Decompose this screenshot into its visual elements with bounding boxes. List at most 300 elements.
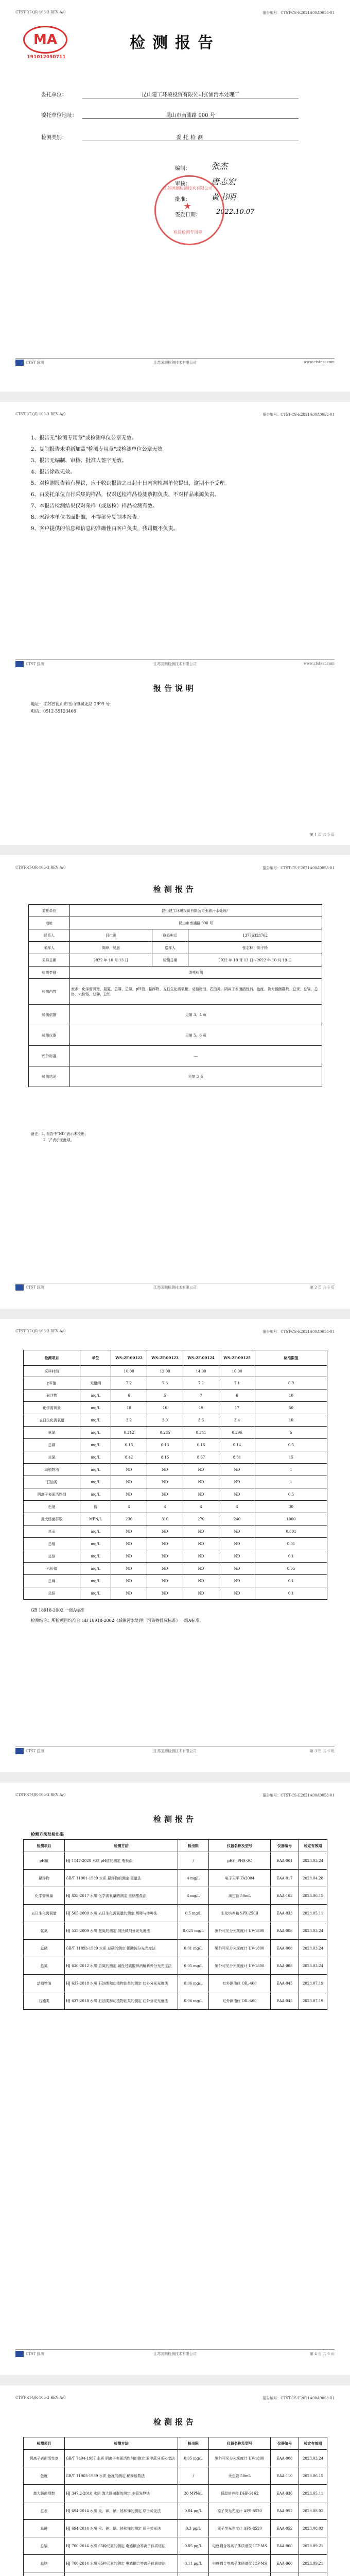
table-row: 委托单位 昆山建工环境投资有限公司张浦污水处理厂 [29, 905, 322, 917]
page-notes [0, 402, 350, 845]
table-cell: ND [147, 1526, 183, 1538]
page-methods-2 [0, 2385, 350, 2576]
info-remarks: 备注：1. 报告中"ND"表示未检出； 2. "/"表示无此项。 [31, 1132, 89, 1142]
table-cell: EAA-017 [271, 1870, 299, 1887]
table-cell: ND [219, 1550, 255, 1563]
table-cell: 6 [219, 1389, 255, 1402]
note-item: 3、报告无编制、审核、批准人签字无效。 [31, 458, 127, 464]
table-cell: 总磷 [24, 1940, 65, 1957]
table-row [24, 1870, 327, 1887]
table-row [24, 2537, 327, 2555]
methods-title: 检测报告 [153, 1815, 197, 1824]
table-cell: mg/L [80, 1575, 111, 1587]
table-cell: 10 [255, 1389, 327, 1402]
table-cell: 8.15 [147, 1451, 183, 1464]
table-cell: ND [183, 1464, 219, 1476]
results-table [23, 1350, 327, 1600]
table-cell: ND [183, 1575, 219, 1587]
table-cell: 总汞 [24, 1526, 80, 1538]
table-cell: 红外测油仪 OIL-460 [209, 1992, 271, 2010]
table-cell: GB/T 11901-1989 水质 悬浮物的测定 重量法 [65, 1870, 178, 1887]
table-cell: ND [111, 1476, 147, 1488]
table-cell: ND [219, 1563, 255, 1575]
table-cell: 7.2 [111, 1377, 147, 1389]
table-cell: ND [219, 1575, 255, 1587]
table-cell: 紫外可见分光光度计 UV-1800 [209, 2450, 271, 2467]
table-cell: 总汞 [24, 2502, 65, 2520]
table-row [24, 1476, 327, 1488]
table-cell: 总氮 [24, 1957, 65, 1975]
page-header: CTST-RT-QR-103-3 REV A/0 报告编号：CTST-CS-E2021A00A0058-01 [15, 1329, 335, 1334]
table-cell: ND [147, 1476, 183, 1488]
table-cell: 0.5 [255, 1488, 327, 1501]
table-cell: EAA-060 [271, 2537, 299, 2555]
table-cell: 6 [111, 1389, 147, 1402]
page-results [0, 1319, 350, 1772]
table-cell: 总镉 [24, 2537, 65, 2555]
table-cell: mg/L [80, 1550, 111, 1563]
table-cell: EAA-008 [271, 2450, 299, 2467]
table-cell: EAA-008 [271, 1957, 299, 1975]
table-cell: 粪大肠菌群数 [24, 2485, 65, 2502]
table-row [24, 1402, 327, 1414]
page-footer: CTST 国测 江苏国测检测技术有限公司 第 2 页 共 6 页 [15, 1283, 335, 1294]
table-cell: GB/T 7494-1987 水质 阴离子表面活性剂的测定 亚甲蓝分光光度法 [65, 2450, 178, 2467]
note-item: 6、由委托单位自行采集的样品，仅对送检样品检测数据负责，不对样品来源负责。 [31, 492, 220, 498]
table-cell: ND [111, 1464, 147, 1476]
table-cell: ND [219, 1476, 255, 1488]
table-cell: 总砷 [24, 1575, 80, 1587]
table-cell: 0.13 [147, 1439, 183, 1451]
table-row: 地址 昆山市南浦路 900 号 [29, 917, 322, 929]
table-row [24, 1550, 327, 1563]
table-row: 检测依据 见第 3、4 页 [29, 1005, 322, 1025]
table-row [24, 1488, 327, 1501]
table-row [24, 1513, 327, 1526]
table-row [24, 1940, 327, 1957]
table-cell: ND [111, 1587, 147, 1600]
table-cell: MPN/L [80, 1513, 111, 1526]
table-cell: EAA-052 [271, 2520, 299, 2537]
table-row: 检测结论 见第 3 页 [29, 1066, 322, 1087]
table-row [24, 1427, 327, 1439]
table-cell: 悬浮物 [24, 1870, 65, 1887]
table-cell: 5 [147, 1389, 183, 1402]
table-cell: 2023.09.21 [299, 2537, 327, 2555]
table-cell: 4 [147, 1501, 183, 1513]
table-row [24, 2467, 327, 2485]
table-cell: HJ 637-2018 水质 石油类和动植物油类的测定 红外分光光度法 [65, 1992, 178, 2010]
table-cell: ND [147, 1538, 183, 1550]
table-cell: 17 [219, 1402, 255, 1414]
sign-date: 2022.10.07 [216, 208, 255, 216]
table-row [24, 1389, 327, 1402]
client-line: 委托单位： [41, 92, 67, 98]
table-cell: ND [219, 1464, 255, 1476]
table-cell: 氨氮 [24, 1922, 65, 1940]
table-cell: mg/L [80, 1538, 111, 1550]
table-cell: HJ 700-2014 水质 65种元素的测定 电感耦合等离子体质谱法 [65, 2537, 178, 2555]
table-row [24, 2502, 327, 2520]
table-cell: GB/T 11893-1989 水质 总磷的测定 钼酸铵分光光度法 [65, 1940, 178, 1957]
table-cell: ND [183, 1476, 219, 1488]
table-cell: 8.67 [183, 1451, 219, 1464]
results-standard: GB 18918-2002 一级A标准 [31, 1608, 84, 1613]
page-header: CTST-RT-QR-103-3 REV A/0 报告编号：CTST-CS-E2021A00A0058-01 [15, 2396, 335, 2400]
table-cell: mg/L [80, 1451, 111, 1464]
table-cell: 0.312 [111, 1427, 147, 1439]
results-conclusion: 检测结论：所检项目均符合 GB 18918-2002《城镇污水处理厂污染物排放标准》一级A标准。 [31, 1618, 204, 1623]
page-number: 第 1 页 共 6 页 [309, 833, 335, 837]
table-cell: 0.01 [255, 1538, 327, 1550]
table-row [24, 1501, 327, 1513]
table-row [24, 2520, 327, 2537]
table-cell: 5 [255, 1427, 327, 1439]
table-cell: ND [147, 1563, 183, 1575]
table-cell: 总磷 [24, 1439, 80, 1451]
table-row [24, 1587, 327, 1600]
type-label: 检测类别： [41, 135, 67, 141]
table-row: 评价标准 — [29, 1046, 322, 1066]
table-cell: 20 MPN/L [178, 2485, 209, 2502]
table-cell: HJ 828-2017 水质 化学需氧量的测定 重铬酸盐法 [65, 1887, 178, 1905]
table-cell: 270 [183, 1513, 219, 1526]
table-cell: 总铬 [24, 2555, 65, 2572]
table-cell: HJ 700-2014 水质 65种元素的测定 电感耦合等离子体质谱法 [65, 2555, 178, 2572]
table-cell: 0.1 [255, 1550, 327, 1563]
table-cell: ND [183, 1550, 219, 1563]
table-cell: 0.11 μg/L [178, 2555, 209, 2572]
table-cell: ND [111, 1563, 147, 1575]
table-row: 检测内容 废水：化学需氧量、氨氮、总磷、总氮、pH值、悬浮物、五日生化需氧量、动植物油、石油类、阴离子表面活性剂、色度、粪大肠菌群数、总汞、总镉、总铬、六价铬、总砷、总铅 [29, 979, 322, 1005]
table-cell: 石油类 [24, 1476, 80, 1488]
cma-icon: MA [23, 26, 67, 54]
table-cell [271, 2572, 299, 2576]
table-cell: 2023.08.02 [299, 2502, 327, 2520]
table-cell: 30 [255, 1501, 327, 1513]
table-cell: 2023.05.11 [299, 1905, 327, 1922]
table-header: 检测项目 检测方法 检出限 仪器名称及型号 仪器编号 检定有效期 [24, 2437, 327, 2450]
table-row [24, 2450, 327, 2467]
table-cell: 3.0 [147, 1414, 183, 1427]
table-cell: 2023.09.21 [299, 2555, 327, 2572]
table-cell: EAA-036 [271, 2485, 299, 2502]
page-footer: CTST 国测 江苏国测检测技术有限公司 第 4 页 共 6 页 [15, 2349, 335, 2360]
page-info [0, 855, 350, 1309]
table-row: 采样日期 2022 年 10 月 13 日 检测日期 2022 年 10 月 13 日～2022 年 10 月 19 日 [29, 954, 322, 967]
table-cell: 1000 [255, 1513, 327, 1526]
table-cell: ND [147, 1587, 183, 1600]
table-cell: 悬浮物 [24, 1389, 80, 1402]
table-row: 采样人 陈峰、吴晨 送样人 张志林、陈子杨 [29, 942, 322, 954]
table-cell: 动植物油 [24, 1975, 65, 1992]
cover-title: 检测报告 [130, 34, 220, 52]
stamp-star-icon: ★ [183, 201, 192, 212]
table-cell: HJ 637-2018 水质 石油类和动植物油类的测定 红外分光光度法 [65, 1975, 178, 1992]
table-header: 检测项目 单位 WS-2F-00122 WS-2F-00123 WS-2F-00124 WS-2F-00125 标准限值 [24, 1350, 327, 1366]
table-cell: 0.025 mg/L [178, 1922, 209, 1940]
compiled-signature: 张杰 [211, 161, 228, 171]
table-row [24, 2485, 327, 2502]
table-cell: ND [183, 1488, 219, 1501]
type-value: 委托检测 [82, 133, 299, 141]
table-cell: 0.01 mg/L [178, 1940, 209, 1957]
table-row [24, 1451, 327, 1464]
methods-title: 检测报告 [153, 2417, 197, 2427]
table-cell: ND [147, 1464, 183, 1476]
table-cell: 0.1 [255, 1587, 327, 1600]
table-cell: 总氮 [24, 1451, 80, 1464]
table-cell: ND [147, 1550, 183, 1563]
table-cell: ND [219, 1488, 255, 1501]
table-cell: EAA-060 [271, 2555, 299, 2572]
table-cell: ND [183, 1526, 219, 1538]
table-cell: 3.6 [183, 1414, 219, 1427]
table-cell: 0.5 mg/L [178, 1905, 209, 1922]
table-cell: HJ 694-2014 水质 汞、砷、硒、铋和锑的测定 原子荧光法 [65, 2520, 178, 2537]
table-row [24, 1526, 327, 1538]
table-cell: ND [183, 1563, 219, 1575]
date-label: 签发日期： [175, 212, 201, 218]
table-cell: HJ 694-2014 水质 汞、砷、硒、铋和锑的测定 原子荧光法 [65, 2502, 178, 2520]
table-cell: 0.14 [219, 1439, 255, 1451]
table-cell: 2023.03.24 [299, 1852, 327, 1870]
table-cell: 生化培养箱 SPX-250B [209, 1905, 271, 1922]
table-cell: 4 [219, 1501, 255, 1513]
table-cell: mg/L [80, 1563, 111, 1575]
table-cell: 0.05 mg/L [178, 1957, 209, 1975]
table-cell: HJ 1147-2020 水质 pH值的测定 电极法 [65, 1852, 178, 1870]
note-item: 9、客户提供的信息和信息的准确性由客户负责，我司概不负责。 [31, 526, 179, 532]
page-header: CTST-RT-QR-103-3 REV A/0 报告编号：CTST-CS-E2021A00A0058-01 [15, 866, 335, 870]
table-cell: mg/L [80, 1439, 111, 1451]
table-cell: HJ 636-2012 水质 总氮的测定 碱性过硫酸钾消解紫外分光光度法 [65, 1957, 178, 1975]
note-item: 4、报告涂改无效。 [31, 469, 76, 475]
table-cell: 0.3 μg/L [178, 2520, 209, 2537]
table-cell: ND [111, 1538, 147, 1550]
table-cell: 紫外可见分光光度计 UV-1800 [209, 1922, 271, 1940]
table-cell: 0.16 [183, 1439, 219, 1451]
methods-table-1 [23, 1839, 327, 2010]
table-cell: HJ 505-2009 水质 五日生化需氧量的测定 稀释与接种法 [65, 1905, 178, 1922]
table-cell: 阴离子表面活性剂 [24, 2450, 65, 2467]
table-cell: ND [111, 1526, 147, 1538]
page-header: CTST-RT-QR-103-3 REV A/0 报告编号：CTST-CS-E2021A00A0058-01 [15, 412, 335, 417]
table-cell: HJ 347.2-2018 水质 粪大肠菌群的测定 多管发酵法 [65, 2485, 178, 2502]
table-cell: 310 [147, 1513, 183, 1526]
note-item: 2、复制报告未重新加盖"检测专用章"或检测单位公章无效。 [31, 447, 168, 452]
table-cell: ND [219, 1526, 255, 1538]
table-cell: 粪大肠菌群数 [24, 1513, 80, 1526]
cma-code: 191012050711 [27, 55, 66, 60]
table-cell [24, 2572, 65, 2576]
table-cell: ND [183, 1538, 219, 1550]
table-cell: 3.4 [219, 1414, 255, 1427]
note-item: 7、本报告检测结果仅对采样（或送检）样品检测有效。 [31, 503, 158, 509]
table-cell: EAA-110 [271, 2467, 299, 2485]
notes-body: 地址：江苏省昆山市玉山镇城北路 2699 号 电话：0512-55123466 [31, 702, 110, 714]
address-value: 昆山市南浦路 900 号 [82, 111, 299, 119]
table-cell: mg/L [80, 1587, 111, 1600]
notes-list [31, 433, 319, 535]
table-row [24, 2572, 327, 2576]
table-cell: / [178, 1852, 209, 1870]
table-cell: 2023.07.19 [299, 1975, 327, 1992]
table-cell: 0.5 [255, 1439, 327, 1451]
table-cell: 0.341 [183, 1427, 219, 1439]
info-title: 检测报告 [153, 885, 197, 894]
page-header: CTST-RT-QR-103-3 REV A/0 报告编号：CTST-CS-E2021A00A0058-01 [15, 10, 335, 15]
approved-label: 批准： [175, 197, 190, 202]
table-cell: GB/T 11903-1989 水质 色度的测定 稀释倍数法 [65, 2467, 178, 2485]
table-cell: ND [111, 1488, 147, 1501]
table-cell: ND [219, 1587, 255, 1600]
table-cell: 五日生化需氧量 [24, 1905, 65, 1922]
table-cell: EAA-008 [271, 1922, 299, 1940]
table-row [24, 1975, 327, 1992]
table-cell: 0.285 [147, 1427, 183, 1439]
table-cell: 2023.03.24 [299, 1922, 327, 1940]
table-cell: pH值 [24, 1852, 65, 1870]
table-cell [178, 2572, 209, 2576]
table-cell: pH计 PHS-3C [209, 1852, 271, 1870]
table-cell: 总砷 [24, 2520, 65, 2537]
table-row: 采样时间 10:00 12:00 14:00 16:00 [24, 1366, 327, 1377]
table-cell: ND [111, 1550, 147, 1563]
table-cell: 电感耦合等离子体质谱仪 ICP-MS [209, 2555, 271, 2572]
table-cell: 0.1 [255, 1575, 327, 1587]
table-cell: 2023.05.11 [299, 2485, 327, 2502]
table-cell: 五日生化需氧量 [24, 1414, 80, 1427]
table-cell: 2023.03.24 [299, 2450, 327, 2467]
table-cell: 4 [183, 1501, 219, 1513]
notes-title: 报告说明 [153, 684, 197, 693]
table-cell: 电子天平 FA2004 [209, 1870, 271, 1887]
table-cell: 总铬 [24, 1550, 80, 1563]
table-cell [209, 2572, 271, 2576]
table-row [24, 1575, 327, 1587]
checked-label: 审核： [175, 181, 190, 187]
table-cell: 18 [111, 1402, 147, 1414]
table-cell: ND [183, 1587, 219, 1600]
table-cell: 六价铬 [24, 1563, 80, 1575]
table-cell: 8.42 [111, 1451, 147, 1464]
table-cell: 0.06 mg/L [178, 1975, 209, 1992]
table-row [24, 1905, 327, 1922]
table-cell: 紫外可见分光光度计 UV-1800 [209, 1957, 271, 1975]
table-row [24, 1887, 327, 1905]
table-cell: 0.04 μg/L [178, 2502, 209, 2520]
table-cell: 50 [255, 1402, 327, 1414]
table-cell: 7.1 [219, 1377, 255, 1389]
table-cell: 4 [111, 1501, 147, 1513]
table-cell: 7.3 [147, 1377, 183, 1389]
compiled-label: 编制： [175, 166, 190, 172]
page-footer: CTST 国测 江苏国测检测技术有限公司 www.ctstest.com [15, 659, 335, 670]
table-cell: EAA-033 [271, 1905, 299, 1922]
page-footer: CTST 国测 江苏国测检测技术有限公司 www.ctstest.com [15, 358, 335, 369]
table-cell: 原子荧光光度计 AFS-8520 [209, 2502, 271, 2520]
table-cell: 紫外可见分光光度计 UV-1800 [209, 1940, 271, 1957]
table-cell: 0.296 [219, 1427, 255, 1439]
table-cell: 2023.07.19 [299, 1992, 327, 2010]
checked-signature: 唐志宏 [211, 177, 236, 187]
table-cell: mg/L [80, 1464, 111, 1476]
table-cell: 19 [183, 1402, 219, 1414]
table-row [24, 1377, 327, 1389]
table-cell: 2023.03.24 [299, 1957, 327, 1975]
table-cell: 3.2 [111, 1414, 147, 1427]
table-cell: 0.15 [111, 1439, 147, 1451]
table-cell: pH值 [24, 1377, 80, 1389]
table-cell: EAA-052 [271, 2502, 299, 2520]
table-row: 检测类别 委托检测 [29, 967, 322, 979]
table-cell: 电感耦合等离子体质谱仪 ICP-MS [209, 2537, 271, 2555]
table-cell: / [178, 2467, 209, 2485]
table-cell: 0.05 mg/L [178, 2450, 209, 2467]
table-cell: 原子荧光光度计 AFS-8520 [209, 2520, 271, 2537]
table-cell: EAA-008 [271, 1940, 299, 1957]
table-cell: EAA-102 [271, 1887, 299, 1905]
table-cell: 2023.06.15 [299, 1887, 327, 1905]
table-cell: 2023.08.02 [299, 2520, 327, 2537]
stamp-sub-text: 检验检测专用章 [173, 230, 202, 234]
table-cell: 15 [255, 1451, 327, 1464]
table-cell: 滴定管 50mL [209, 1887, 271, 1905]
methods-subtitle: 检测方法及检出限 [31, 1832, 64, 1837]
table-cell: mg/L [80, 1414, 111, 1427]
table-cell: ND [147, 1488, 183, 1501]
table-cell: 色度 [24, 1501, 80, 1513]
table-cell: 动植物油 [24, 1464, 80, 1476]
table-cell: 氨氮 [24, 1427, 80, 1439]
table-cell: HJ 535-2009 水质 氨氮的测定 纳氏试剂分光光度法 [65, 1922, 178, 1940]
table-row [24, 2555, 327, 2572]
table-cell: mg/L [80, 1488, 111, 1501]
table-cell: mg/L [80, 1427, 111, 1439]
table-cell: 0.05 [255, 1563, 327, 1575]
table-cell: 化学需氧量 [24, 1402, 80, 1414]
table-cell: mg/L [80, 1476, 111, 1488]
table-cell: 4 mg/L [178, 1887, 209, 1905]
info-table [28, 904, 322, 1087]
note-item: 1、报告无"检测专用章"或检测单位公章无效。 [31, 435, 137, 441]
table-cell: 总镉 [24, 1538, 80, 1550]
table-cell: 2023.04.28 [299, 1870, 327, 1887]
table-row [24, 1852, 327, 1870]
table-cell: 230 [111, 1513, 147, 1526]
table-cell: 10 [255, 1414, 327, 1427]
table-cell: 1 [255, 1476, 327, 1488]
table-cell: 阴离子表面活性剂 [24, 1488, 80, 1501]
table-cell: 6-9 [255, 1377, 327, 1389]
table-cell: 0.06 mg/L [178, 1992, 209, 2010]
table-cell: 化学需氧量 [24, 1887, 65, 1905]
methods-table-2 [23, 2437, 327, 2576]
page-header: CTST-RT-QR-103-3 REV A/0 报告编号：CTST-CS-E2021A00A0058-01 [15, 1793, 335, 1798]
note-item: 8、未经本单位书面批准，不得部分复制本报告。 [31, 515, 143, 520]
table-cell: 8.31 [219, 1451, 255, 1464]
table-cell: 7.2 [183, 1377, 219, 1389]
table-cell: 总铅 [24, 1587, 80, 1600]
table-row [24, 1439, 327, 1451]
approved-signature: 黄书明 [211, 192, 236, 202]
note-item: 5、对检测报告若有异议，应于收到报告之日起十日内向检测单位提出，逾期不予受理。 [31, 481, 230, 486]
table-cell: 倍 [80, 1501, 111, 1513]
table-row [24, 1414, 327, 1427]
table-cell: 石油类 [24, 1992, 65, 2010]
table-cell: 1 [255, 1464, 327, 1476]
